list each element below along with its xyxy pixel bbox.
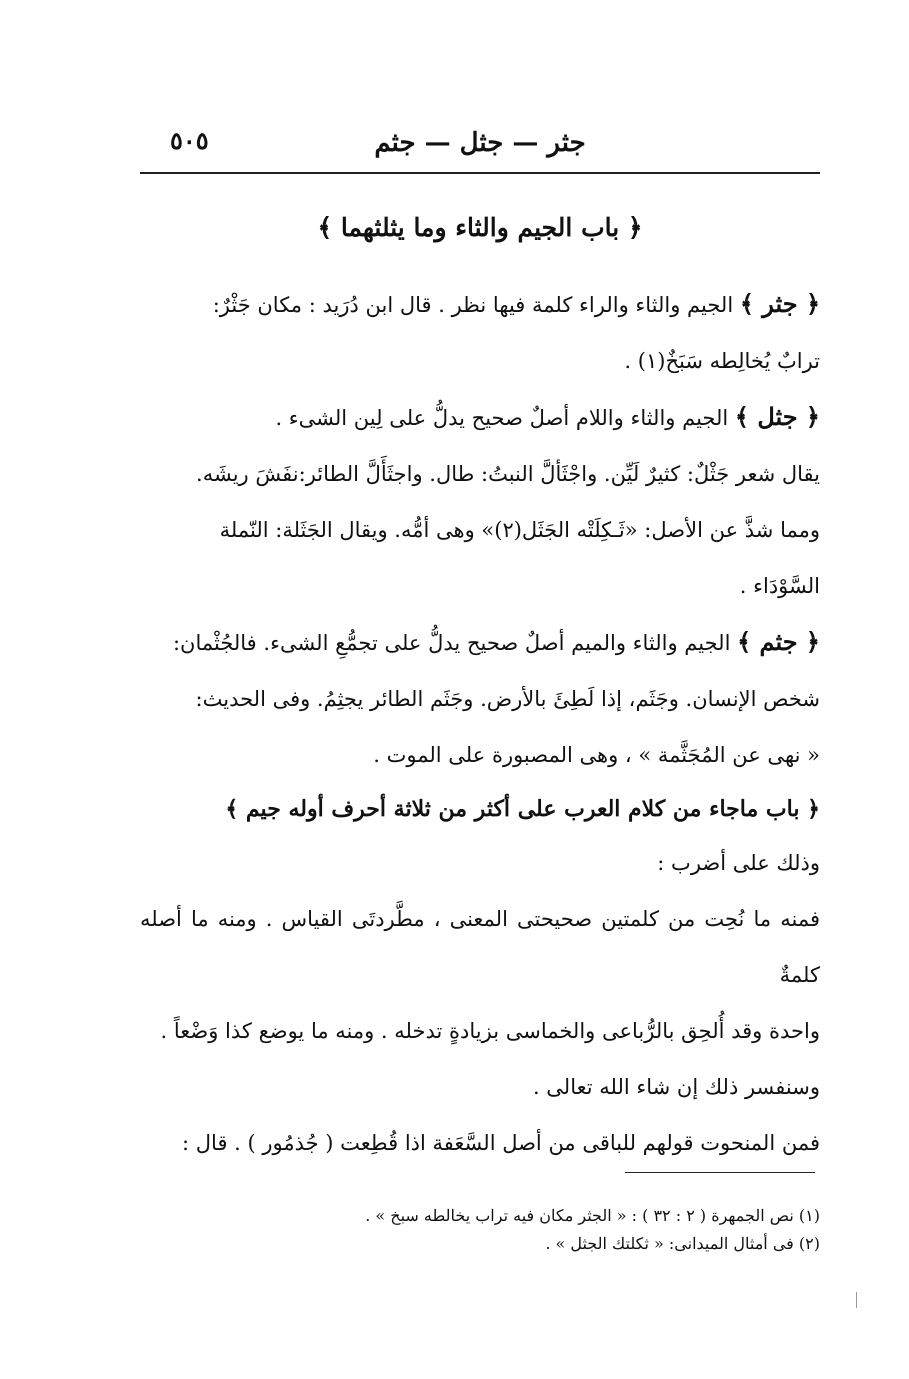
entry-line: يقال شعر جَثْلٌ: كثيرٌ لَيِّن. واجْثَألَّ النبتُ: طال. واجثَأَلَّ الطائر:نفَشَ ريشَه. — [196, 462, 820, 486]
entry-line: « نهى عن المُجَثَّمة » ، وهى المصبورة على الموت . — [373, 743, 820, 767]
page-header — [140, 118, 820, 168]
entry-line: ترابٌ يُخالِطه سَبَخٌ(١) . — [624, 349, 820, 373]
header-rule — [140, 172, 820, 174]
paragraph-line: وسنفسر ذلك إن شاء الله تعالى . — [532, 1075, 820, 1099]
footnote-2: (٢) فى أمثال الميدانى: « ثكلتك الجثل » . — [545, 1234, 820, 1253]
footnote-1: (١) نص الجمهرة ( ٢ : ٣٢ ) : « الجثر مكان فيه تراب يخالطه سبخ » . — [365, 1206, 820, 1225]
entry-jathl — [140, 389, 820, 614]
entry-jathr — [140, 276, 820, 389]
entry-line: ومما شذَّ عن الأصل: «ثَـكِلَتْه الجَثَل(٢)» وهى أمُّه. ويقال الجَثَلة: النّملة — [219, 518, 820, 542]
entry-line — [140, 614, 820, 671]
entry-line — [140, 389, 820, 446]
page-body — [140, 196, 820, 1171]
footnotes — [140, 1202, 820, 1258]
page-number: ٥٠٥ — [170, 126, 209, 155]
chapter-title: ﴿ باب الجيم والثاء وما يثلثهما ﴾ — [317, 213, 643, 242]
headword: ﴿ جثل ﴾ — [734, 402, 820, 431]
entry-text: الجيم والثاء والراء كلمة فيها نظر . قال ابن دُرَيد : مكان جَثْرٌ: — [212, 293, 734, 317]
entry-line — [140, 276, 820, 333]
entry-text: الجيم والثاء والميم أصلٌ صحيح يدلُّ على تجمُّعِ الشىء. فالجُثْمان: — [172, 631, 731, 655]
footnote-rule — [625, 1172, 815, 1173]
entry-jathm — [140, 614, 820, 783]
paragraph-line: وذلك على أضرب : — [657, 851, 820, 875]
paragraph-line: واحدة وقد أُلحِق بالرُّباعى والخماسى بزيادةٍ تدخله . ومنه ما يوضع كذا وَضْعاً . — [160, 1019, 820, 1043]
paragraph-line: فمنه ما نُحِت من كلمتين صحيحتى المعنى ، مطَّردتَى القياس . ومنه ما أصله كلمةٌ — [140, 907, 820, 987]
headword: ﴿ جثر ﴾ — [739, 289, 820, 318]
margin-mark — [856, 1292, 857, 1308]
entry-text: الجيم والثاء واللام أصلٌ صحيح يدلُّ على لِين الشىء . — [275, 406, 729, 430]
paragraph-line: فمن المنحوت قولهم للباقى من أصل السَّعَفة اذا قُطِعت ( جُذمُور ) . قال : — [182, 1131, 820, 1155]
chapter-title-2: ﴿ باب ماجاء من كلام العرب على أكثر من ثلاثة أحرف أوله جيم ﴾ — [225, 796, 820, 822]
running-head: جثر — جثل — جثم — [374, 128, 586, 158]
entry-line: شخص الإنسان. وجَثَم، إذا لَطِئَ بالأرض. وجَثَم الطائر يجثِمُ. وفى الحديث: — [195, 687, 820, 711]
headword: ﴿ جثم ﴾ — [737, 627, 820, 656]
entry-line: السَّوْدَاء . — [739, 574, 820, 598]
